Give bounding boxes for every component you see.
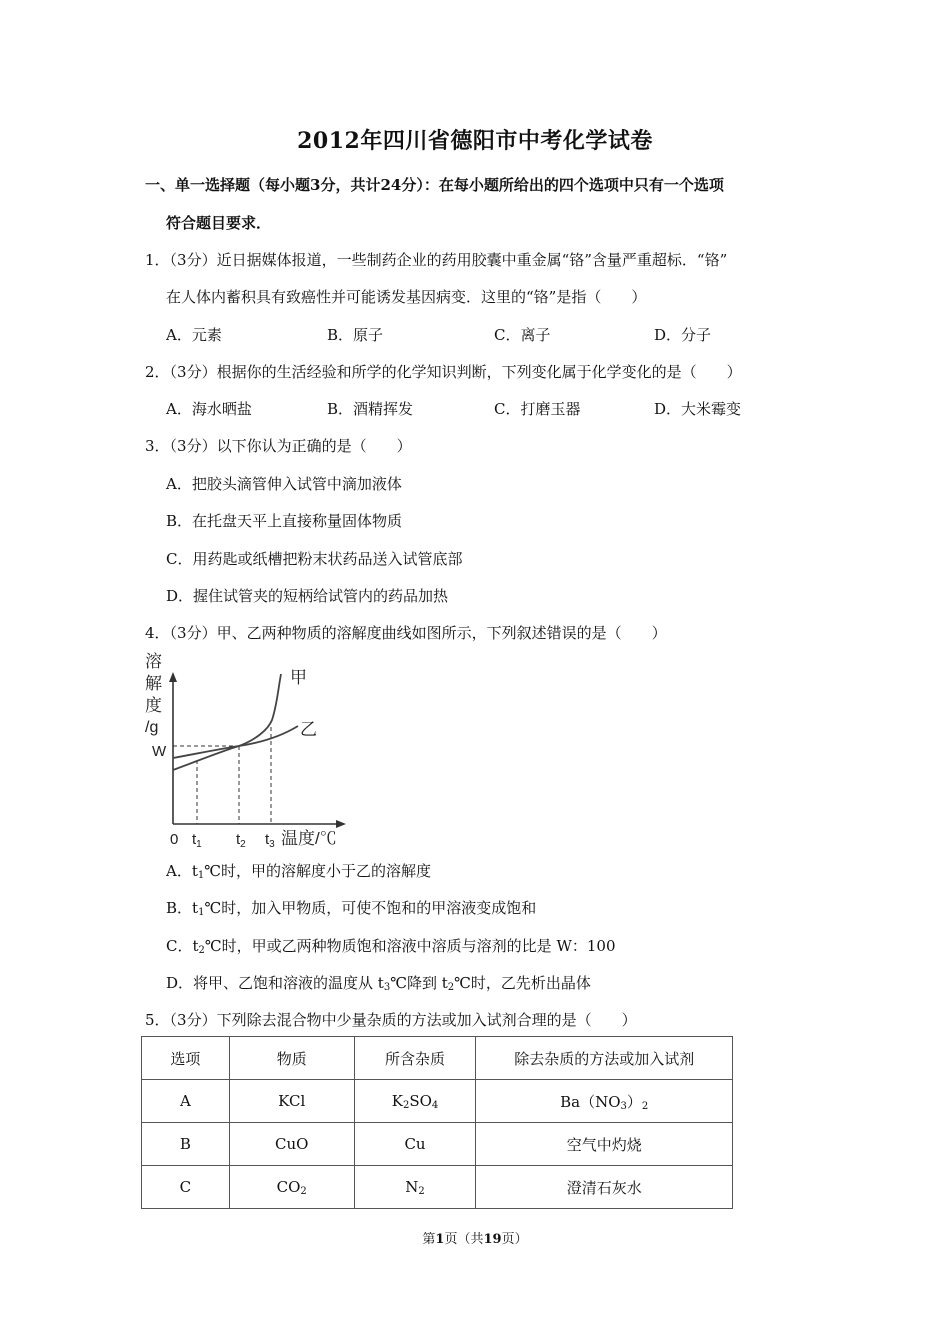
t3-label: $t_3$ (265, 831, 275, 850)
x-axis-label: 温度/℃ (281, 829, 337, 848)
q1-option-b: B．原子 (327, 326, 384, 344)
q4-option-b: B．$t_1℃$时，加入甲物质，可使不饱和的甲溶液变成饱和 (166, 899, 537, 918)
q3-option-d: D．握住试管夹的短柄给试管内的药品加热 (166, 587, 449, 605)
table-row (142, 1080, 733, 1123)
t2-label: $t_2$ (236, 831, 246, 850)
q4-stem: 4．（3分）甲、乙两种物质的溶解度曲线如图所示，下列叙述错误的是（ ） (145, 624, 667, 642)
q3-stem: 3．（3分）以下你认为正确的是（ ） (145, 437, 412, 455)
cell-impurity: $N_2$ (354, 1166, 476, 1209)
ylabel-char-2: 解 (145, 674, 162, 693)
q2-option-a: A．海水晒盐 (166, 400, 252, 418)
q1-stem-line-1: 1．（3分）近日据媒体报道，一些制药企业的药用胶囊中重金属“铬”含量严重超标．“铬” (145, 251, 728, 269)
q4-option-a: A．$t_1℃$时，甲的溶解度小于乙的溶解度 (166, 862, 432, 881)
q2-option-c: C．打磨玉器 (494, 400, 581, 418)
q5-stem: 5．（3分）下列除去混合物中少量杂质的方法或加入试剂合理的是（ ） (145, 1011, 637, 1029)
y-axis-arrow (169, 672, 177, 682)
q4-option-d: D．将甲、乙饱和溶液的温度从 $t_3℃$降到 $t_2℃$时，乙先析出晶体 (166, 974, 591, 993)
cell-option: A (142, 1080, 230, 1123)
q3-option-b: B．在托盘天平上直接称量固体物质 (166, 512, 403, 530)
w-value-label: W (152, 743, 167, 760)
q5-table (141, 1036, 733, 1209)
cell-substance: CuO (229, 1123, 354, 1166)
cell-impurity: $K_2SO_4$ (354, 1080, 476, 1123)
header-impurity: 所含杂质 (354, 1037, 476, 1080)
ylabel-char-1: 溶 (145, 652, 162, 671)
q1-option-d: D．分子 (654, 326, 712, 344)
cell-method: 澄清石灰水 (476, 1166, 733, 1209)
q1-stem-line-2: 在人体内蓄积具有致癌性并可能诱发基因病变．这里的“铬”是指（ ） (166, 288, 647, 306)
section-heading-line-2: 符合题目要求． (166, 214, 272, 232)
origin-label: 0 (170, 831, 179, 848)
page-footer: 第1页（共19页） (422, 1232, 528, 1247)
curve-jia-label: 甲 (290, 668, 307, 687)
curve-yi (173, 726, 298, 758)
header-option: 选项 (142, 1037, 230, 1080)
cell-impurity: Cu (354, 1123, 476, 1166)
ylabel-char-3: 度 (145, 696, 162, 715)
section-heading-line-1: 一、单一选择题（每小题3分，共计24分）：在每小题所给出的四个选项中只有一个选项 (145, 176, 724, 194)
q1-option-a: A．元素 (166, 326, 222, 344)
curve-yi-label: 乙 (300, 720, 317, 739)
cell-option: C (142, 1166, 230, 1209)
t1-label: $t_1$ (192, 831, 202, 850)
q2-option-b: B．酒精挥发 (327, 400, 414, 418)
ylabel-char-4: /g (145, 719, 159, 736)
cell-method: 空气中灼烧 (476, 1123, 733, 1166)
header-method: 除去杂质的方法或加入试剂 (476, 1037, 733, 1080)
cell-method: $Ba(NO_3)_2$ (476, 1080, 733, 1123)
q3-option-c: C．用药匙或纸槽把粉末状药品送入试管底部 (166, 550, 463, 568)
q2-option-d: D．大米霉变 (654, 400, 742, 418)
header-substance: 物质 (229, 1037, 354, 1080)
solubility-curve-figure (140, 650, 350, 850)
table-header-row (142, 1037, 733, 1080)
cell-substance: $CO_2$ (229, 1166, 354, 1209)
table-row (142, 1123, 733, 1166)
x-axis-arrow (336, 820, 346, 828)
cell-option: B (142, 1123, 230, 1166)
page-title: 2012年四川省德阳市中考化学试卷 (297, 128, 653, 154)
q4-option-c: C．$t_2℃$时，甲或乙两种物质饱和溶液中溶质与溶剂的比是 W：100 (166, 937, 616, 956)
q1-option-c: C．离子 (494, 326, 551, 344)
q2-stem: 2．（3分）根据你的生活经验和所学的化学知识判断，下列变化属于化学变化的是（ ） (145, 363, 742, 381)
q3-option-a: A．把胶头滴管伸入试管中滴加液体 (166, 475, 402, 493)
table-row (142, 1166, 733, 1209)
cell-substance: KCl (229, 1080, 354, 1123)
